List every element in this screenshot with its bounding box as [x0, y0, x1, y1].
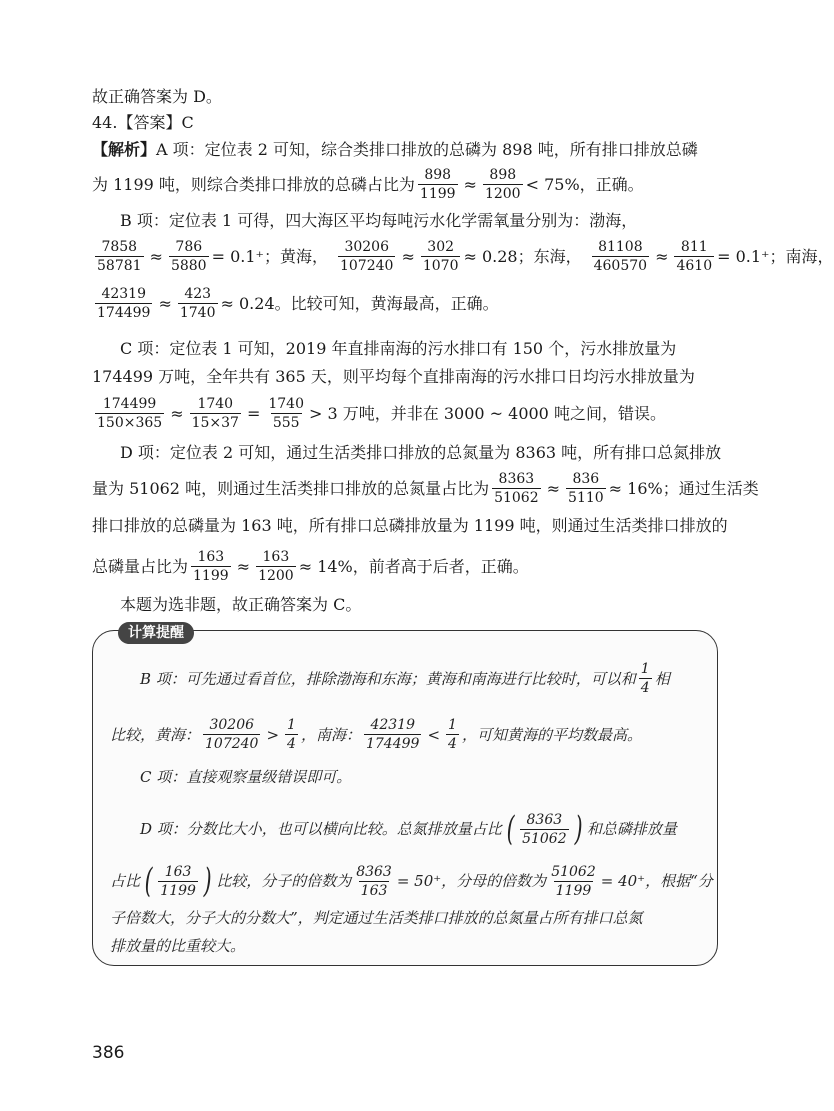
fraction: $\frac{1}{4}$: [287, 717, 296, 752]
tip-line: D 项：分数比大小，也可以横向比较。总氮排放量占比 ( $\frac{8363}{51062}$ ) 和总磷排放量: [140, 809, 677, 849]
conclusion-d: 故正确答案为 D。: [92, 87, 222, 106]
text-line: $\frac{7858}{58781}$ ≈ $\frac{786}{5880}$ = 0.1⁺；黄海， $\frac{30206}{107240}$ ≈ $\frac{302}{1070}$ ≈ 0.28；东海， $\frac{81108}{460570}$ ≈ $\frac{811}{4610}$ = 0.1⁺；南海，: [97, 239, 834, 274]
fraction: $\frac{1740}{555}$: [268, 396, 304, 431]
text-line: [92, 137, 722, 163]
fraction: $\frac{898}{1200}$: [484, 167, 521, 202]
text-line: 量为 51062 吨，则通过生活类排口排放的总氮量占比为 $\frac{8363}{51062}$ ≈ $\frac{836}{5110}$ ≈ 16%；通过生活类: [92, 471, 759, 506]
tip-line: 子倍数大，分子大的分数大”，判定通过生活类排口排放的总氮量占所有排口总氮: [110, 909, 643, 927]
fraction: $\frac{42319}{174499}$: [365, 717, 420, 752]
option-b-text: B 项：定位表 1 可得，四大海区平均每吨污水化学需氧量分别为：渤海，: [120, 211, 638, 230]
fraction: $\frac{7858}{58781}$: [97, 239, 142, 274]
option-d-text: D 项：定位表 2 可知，通过生活类排口排放的总氮量为 8363 吨，所有排口总氮排放: [120, 443, 722, 462]
answer-44: 44.【答案】C: [92, 113, 194, 132]
parenthesized-fraction: ( $\frac{8363}{51062}$ ): [506, 809, 583, 849]
tip-line: 比较，黄海： $\frac{30206}{107240}$ > $\frac{1}{4}$ ，南海： $\frac{42319}{174499}$ < $\frac{1}{4}$ ，可知黄海的平均数最高。: [110, 717, 642, 752]
text-line: 总磷量占比为 $\frac{163}{1199}$ ≈ $\frac{163}{1200}$ ≈ 14%，前者高于后者，正确。: [92, 549, 529, 584]
fraction: $\frac{811}{4610}$: [676, 239, 713, 274]
fraction: $\frac{51062}{1199}$: [551, 863, 596, 899]
text-line: [120, 208, 722, 234]
tip-label: 计算提醒: [118, 622, 194, 644]
fraction: $\frac{30206}{107240}$: [205, 717, 259, 752]
fraction: $\frac{1}{4}$: [448, 717, 457, 752]
tip-line: B 项：可先通过看首位，排除渤海和东海；黄海和南海进行比较时，可以和 $\frac{1}{4}$ 相: [140, 661, 670, 696]
parenthesized-fraction: ( $\frac{163}{1199}$ ): [144, 861, 212, 901]
tip-line: 占比 ( $\frac{163}{1199}$ ) 比较，分子的倍数为 $\frac{8363}{163}$ = 50⁺，分母的倍数为 $\frac{51062}{1199}$ = 40⁺，根据“分: [110, 861, 713, 901]
approx-sign: ≈: [463, 174, 477, 194]
fraction: $\frac{8363}{163}$: [356, 863, 392, 899]
tip-line: 排放量的比重较大。: [110, 937, 246, 955]
text-line: 174499 万吨，全年共有 365 天，则平均每个直排南海的污水排口日均污水排放量为: [92, 367, 695, 386]
text-line: [120, 336, 722, 362]
text-line: [120, 592, 722, 618]
option-a-text: A 项：定位表 2 可知，综合类排口排放的总磷为 898 吨，所有排口排放总磷: [156, 140, 698, 159]
fraction: $\frac{163}{1199}$: [193, 549, 229, 584]
final-answer: 本题为选非题，故正确答案为 C。: [120, 595, 362, 614]
text-line: [92, 110, 722, 136]
text-line: 排口排放的总磷量为 163 吨，所有排口总磷排放量为 1199 吨，则通过生活类排口排放的: [92, 516, 728, 535]
tip-line: C 项：直接观察量级错误即可。: [140, 768, 352, 786]
page-number: 386: [92, 1043, 125, 1063]
text-line: 为 1199 吨，则综合类排口排放的总磷占比为 $\frac{898}{1199}$ ≈ $\frac{898}{1200}$ < 75%，正确。: [92, 167, 644, 202]
fraction: $\frac{163}{1200}$: [258, 549, 294, 584]
text-line: [120, 440, 722, 466]
fraction: $\frac{423}{1740}$: [179, 286, 216, 321]
fraction: $\frac{1740}{15\times 37}$: [191, 396, 239, 431]
analysis-label: 【解析】: [92, 140, 157, 159]
fraction: $\frac{81108}{460570}$: [593, 239, 648, 274]
fraction: $\frac{836}{5110}$: [568, 471, 604, 506]
fraction: $\frac{1}{4}$: [640, 661, 650, 696]
fraction: $\frac{786}{5880}$: [170, 239, 207, 274]
option-c-text: C 项：定位表 1 可知，2019 年直排南海的污水排口有 150 个，污水排放量为: [120, 339, 677, 358]
option-a-text-2: 为 1199 吨，则综合类排口排放的总磷占比为: [92, 174, 415, 194]
fraction: $\frac{174499}{150\times 365}$: [97, 396, 163, 431]
fraction: $\frac{42319}{174499}$: [97, 286, 151, 321]
text-line: $\frac{174499}{150\times 365}$ ≈ $\frac{1740}{15\times 37}$ = $\frac{1740}{555}$ > 3 万吨，并非在 3000 ~ 4000 吨之间，错误。: [97, 396, 666, 431]
text-line: $\frac{42319}{174499}$ ≈ $\frac{423}{1740}$ ≈ 0.24。比较可知，黄海最高，正确。: [97, 286, 499, 321]
fraction: $\frac{898}{1199}$: [419, 167, 456, 202]
fraction: $\frac{302}{1070}$: [422, 239, 459, 274]
text-line: [92, 84, 722, 110]
fraction: $\frac{8363}{51062}$: [494, 471, 539, 506]
fraction: $\frac{30206}{107240}$: [339, 239, 394, 274]
